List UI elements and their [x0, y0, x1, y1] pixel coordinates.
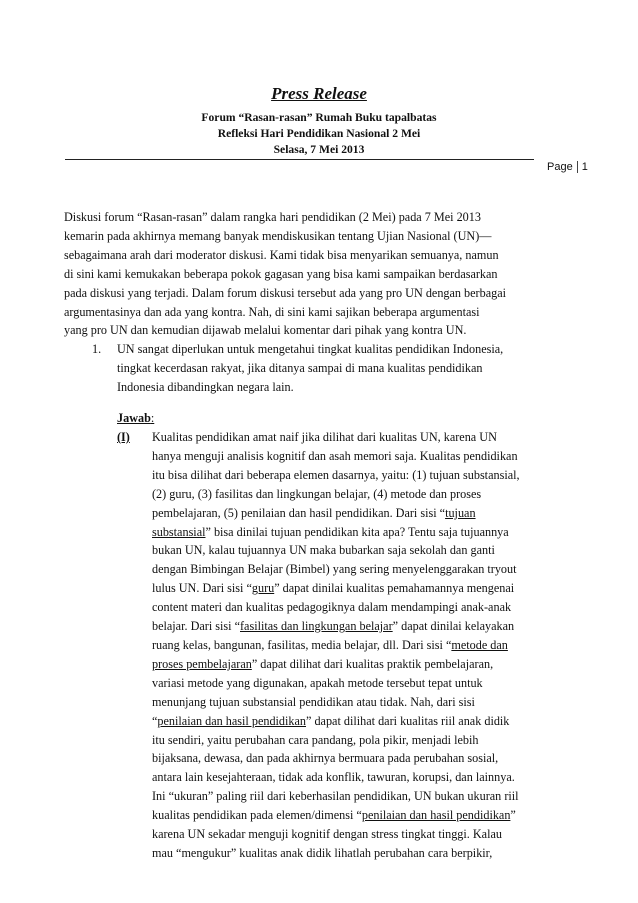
- answer-line: [152, 731, 520, 750]
- question-line: Indonesia dibandingkan negara lain.: [117, 379, 294, 394]
- answer-text: itu sendiri, yaitu perubahan cara pandang, pola pikir, menjadi lebih: [152, 732, 479, 747]
- page-number-value: 1: [581, 161, 588, 173]
- answer-line: [152, 806, 520, 825]
- underlined-term: fasilitas dan lingkungan belajar: [240, 619, 393, 634]
- answer-text: content materi dan kualitas pedagogiknya dalam mendampingi anak-anak: [152, 600, 512, 615]
- question-line: tingkat kecerdasan rakyat, jika ditanya sampai di mana kualitas pendidikan: [117, 360, 483, 375]
- answer-line: [152, 523, 520, 542]
- list-item-number: 1.: [92, 342, 102, 356]
- answer-line: [152, 749, 520, 768]
- answer-text: bukan UN, kalau tujuannya UN maka bubarkan saja sekolah dan ganti: [152, 543, 495, 558]
- answer-line: [152, 466, 520, 485]
- page-separator: [577, 161, 578, 173]
- answer-line: [152, 844, 520, 863]
- intro-paragraph: [64, 208, 564, 340]
- answer-text: kualitas pendidikan pada elemen/dimensi “: [152, 808, 362, 823]
- answer-line: [152, 655, 520, 674]
- answer-line: [152, 541, 520, 560]
- answer-text: ” dapat dinilai kelayakan: [392, 619, 515, 634]
- answer-line: [152, 485, 520, 504]
- answer-line: [152, 579, 520, 598]
- answer-text: dengan Bimbingan Belajar (Bimbel) yang sering menyelenggarakan tryout: [152, 562, 517, 577]
- answer-line: [152, 617, 520, 636]
- answer-heading-colon: :: [150, 411, 155, 425]
- answer-text: menunjang tujuan substansial pendidikan atau tidak. Nah, dari sisi: [152, 694, 475, 709]
- press-release-title: Press Release: [271, 84, 367, 103]
- answer-text: hanya menguji analisis kognitif dan asah memori saja. Kualitas pendidikan: [152, 448, 518, 463]
- page-number: [539, 156, 638, 178]
- answer-text: ” bisa dinilai tujuan pendidikan kita apa? Tentu saja tujuannya: [205, 524, 509, 539]
- answer-text: mau “mengukur” kualitas anak didik lihatlah perubahan cara berpikir,: [152, 845, 493, 860]
- answer-line: [152, 598, 520, 617]
- answer-text: Ini “ukuran” paling riil dari keberhasilan pendidikan, UN bukan ukuran riil: [152, 789, 519, 804]
- answer-roman-numeral: (I): [117, 430, 130, 444]
- answer-text: pembelajaran, (5) penilaian dan hasil pendidikan. Dari sisi “: [152, 505, 446, 520]
- answer-text: itu bisa dilihat dari beberapa elemen dasarnya, yaitu: (1) tujuan substansial,: [152, 467, 520, 482]
- answer-line: [152, 825, 520, 844]
- answer-heading: [117, 409, 154, 428]
- answer-text: ruang kelas, bangunan, fasilitas, media belajar, dll. Dari sisi “: [152, 637, 452, 652]
- underlined-term: metode dan: [451, 637, 508, 652]
- answer-text: variasi metode yang digunakan, apakah metode tersebut tepat untuk: [152, 675, 483, 690]
- event-subtitle: Refleksi Hari Pendidikan Nasional 2 Mei: [217, 127, 421, 140]
- list-item-question: [117, 340, 503, 397]
- intro-line: yang pro UN dan kemudian dijawab melalui komentar dari pihak yang kontra UN.: [64, 323, 467, 338]
- underlined-term: tujuan: [445, 505, 476, 520]
- answer-line: [152, 693, 520, 712]
- header-divider: [65, 159, 534, 160]
- underlined-term: guru: [251, 581, 275, 596]
- answer-text: bijaksana, dewasa, dan pada akhirnya bermuara pada perubahan sosial,: [152, 751, 499, 766]
- question-line: UN sangat diperlukan untuk mengetahui tingkat kualitas pendidikan Indonesia,: [117, 342, 504, 356]
- answer-line: [152, 768, 520, 787]
- answer-text: ” dapat dinilai kualitas pemahamannya mengenai: [274, 581, 515, 596]
- answer-text: Kualitas pendidikan amat naif jika dilihat dari kualitas UN, karena UN: [152, 430, 497, 444]
- answer-line: [152, 560, 520, 579]
- answer-text: antara lain kesejahteraan, tidak ada konflik, tawuran, korupsi, dan lainnya.: [152, 770, 515, 785]
- answer-text: “: [152, 713, 158, 728]
- answer-text: ” dapat dilihat dari kualitas riil anak didik: [306, 713, 510, 728]
- answer-text: ”: [510, 808, 516, 823]
- answer-line: [152, 504, 520, 523]
- answer-line: [152, 674, 520, 693]
- forum-subtitle: Forum “Rasan-rasan” Rumah Buku tapalbatas: [201, 111, 437, 124]
- answer-line: [152, 712, 520, 731]
- underlined-term: substansial: [152, 524, 206, 539]
- answer-text: lulus UN. Dari sisi “: [152, 581, 252, 596]
- page-label: Page: [547, 161, 573, 173]
- intro-line: kemarin pada akhirnya memang banyak mendiskusikan tentang Ujian Nasional (UN)—: [64, 228, 492, 243]
- answer-text: karena UN sekadar menguji kognitif dengan stress tingkat tinggi. Kalau: [152, 827, 502, 842]
- answer-line: [152, 787, 520, 806]
- answer-text: belajar. Dari sisi “: [152, 619, 240, 634]
- intro-line: pada diskusi yang terjadi. Dalam forum diskusi tersebut ada yang pro UN dengan berbagai: [64, 285, 507, 300]
- date-subtitle: Selasa, 7 Mei 2013: [273, 143, 365, 156]
- intro-line: argumentasinya dan ada yang kontra. Nah, di sini kami sajikan beberapa argumentasi: [64, 304, 480, 319]
- underlined-term: proses pembelajaran: [152, 656, 252, 671]
- answer-heading-label: Jawab: [117, 411, 151, 425]
- answer-body: [152, 428, 520, 863]
- answer-text: ” dapat dilihat dari kualitas praktik pembelajaran,: [251, 656, 494, 671]
- answer-line: [152, 428, 520, 447]
- intro-line: di sini kami kemukakan beberapa pokok gagasan yang bisa kami sampaikan berdasarkan: [64, 266, 498, 281]
- intro-line: Diskusi forum “Rasan-rasan” dalam rangka hari pendidikan (2 Mei) pada 7 Mei 2013: [64, 210, 481, 224]
- underlined-term: penilaian dan hasil pendidikan: [361, 808, 511, 823]
- answer-line: [152, 447, 520, 466]
- underlined-term: penilaian dan hasil pendidikan: [157, 713, 306, 728]
- intro-line: sebagaimana arah dari moderator diskusi. Kami tidak bisa menyarikan semuanya, namun: [64, 247, 499, 262]
- answer-line: [152, 636, 520, 655]
- answer-text: (2) guru, (3) fasilitas dan lingkungan belajar, (4) metode dan proses: [152, 486, 482, 501]
